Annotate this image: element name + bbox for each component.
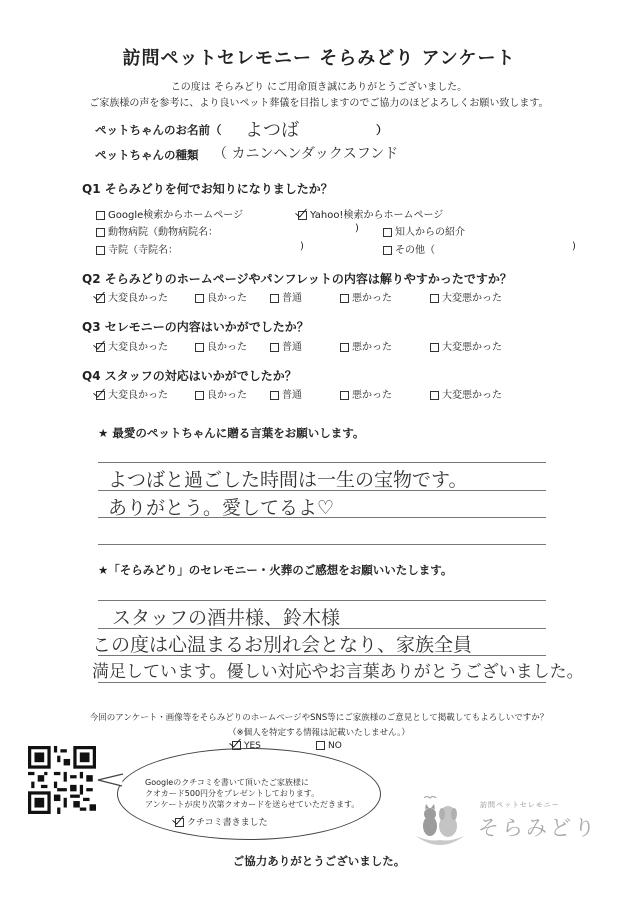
checkbox[interactable] (96, 211, 105, 220)
q4-title: Q4 スタッフの対応はいかがでしたか？ (82, 369, 297, 383)
q4-option-very-good[interactable]: 大変良かった (96, 386, 168, 401)
bubble-review-check[interactable]: クチコミ書きました (175, 815, 268, 828)
checkbox-checked[interactable] (96, 391, 105, 400)
checkbox-checked[interactable] (96, 294, 105, 303)
q1-option-google[interactable]: Google検索からホームページ (96, 206, 243, 221)
bubble-line-1: Googleのクチコミを書いて頂いたご家族様に (145, 778, 309, 787)
message-rule-1 (98, 462, 546, 463)
q2-option-normal[interactable]: 普通 (270, 289, 302, 304)
q2-title: Q2 そらみどりのホームページやパンフレットの内容は解りやすかったですか？ (82, 272, 512, 286)
checkbox[interactable] (316, 741, 325, 750)
checkbox[interactable] (96, 246, 105, 255)
bubble-line-2: クオカード500円分をプレゼントしております。 (145, 789, 320, 798)
q1-temple-close: ) (300, 241, 304, 252)
consent-yes[interactable]: YES (232, 741, 261, 751)
q1-option-yahoo[interactable]: Yahoo!検索からホームページ (298, 206, 443, 221)
pet-name-value[interactable]: よつば (245, 120, 299, 141)
checkbox[interactable] (195, 343, 204, 352)
impression-title: ★「そらみどり」のセレモニー・火葬のご感想をお願いいたします。 (98, 563, 453, 577)
checkbox-checked[interactable] (96, 343, 105, 352)
q1-vet-close: ) (355, 223, 359, 234)
checkbox[interactable] (383, 228, 392, 237)
q2-option-bad[interactable]: 悪かった (340, 289, 392, 304)
checkbox[interactable] (270, 294, 279, 303)
q3-option-very-good[interactable]: 大変良かった (96, 338, 168, 353)
logo-subtitle: 訪問ペットセレモニー (480, 801, 560, 809)
checkbox[interactable] (430, 391, 439, 400)
intro-line-2: ご家族様の声を参考に、より良いペット葬儀を目指しますのでご協力のほどよろしくお願い致します。 (89, 98, 549, 109)
message-line-1[interactable]: よつばと過ごした時間は一生の宝物です。 (108, 469, 468, 491)
consent-question: 今回のアンケート・画像等をそらみどりのホームページやSNS等にご家族様のご意見として掲載してもよろしいですか？ (89, 713, 549, 723)
checkbox-checked[interactable] (298, 211, 307, 220)
intro-line-1: この度は そらみどり にご用命頂き誠にありがとうございました。 (170, 82, 468, 93)
pet-name-close: ） (376, 123, 388, 137)
consent-note: （※個人を特定する情報は記載いたしません。） (228, 728, 410, 738)
checkbox[interactable] (270, 391, 279, 400)
logo-name: そらみどり (478, 816, 598, 840)
impression-line-3[interactable]: 満足しています。優しい対応やお言葉ありがとうございました。 (92, 662, 584, 682)
impression-rule-4 (98, 682, 546, 683)
bubble-tail-icon (96, 770, 124, 790)
q3-title: Q3 セレモニーの内容はいかがでしたか？ (82, 320, 309, 334)
q3-option-very-bad[interactable]: 大変悪かった (430, 338, 502, 353)
logo (410, 790, 610, 854)
impression-rule-1 (98, 600, 546, 601)
q4-option-good[interactable]: 良かった (195, 386, 247, 401)
pet-name-label: ペットちゃんのお名前（ (95, 123, 222, 137)
message-line-2[interactable]: ありがとう。愛してるよ♡ (108, 497, 335, 519)
message-title: ★ 最愛のペットちゃんに贈る言葉をお願いします。 (98, 426, 365, 440)
checkbox[interactable] (340, 343, 349, 352)
q1-option-temple[interactable]: 寺院（寺院名： (96, 241, 178, 256)
q4-option-very-bad[interactable]: 大変悪かった (430, 386, 502, 401)
pet-type-label: ペットちゃんの種類 (95, 148, 199, 162)
q3-option-good[interactable]: 良かった (195, 338, 247, 353)
impression-line-1[interactable]: スタッフの酒井様、鈴木様 (112, 607, 341, 629)
q1-other-close: ) (572, 241, 576, 252)
consent-no[interactable]: NO (316, 741, 342, 751)
checkbox[interactable] (340, 294, 349, 303)
checkbox[interactable] (195, 391, 204, 400)
checkbox[interactable] (195, 294, 204, 303)
pet-lotus-logo-icon (410, 792, 470, 852)
footer-thanks: ご協力ありがとうございました。 (232, 854, 406, 868)
message-rule-4 (98, 544, 546, 545)
pet-type-value[interactable]: （ カニンヘンダックスフンド (213, 146, 399, 162)
q2-option-very-good[interactable]: 大変良かった (96, 289, 168, 304)
q4-option-bad[interactable]: 悪かった (340, 386, 392, 401)
q1-option-friend[interactable]: 知人からの紹介 (383, 223, 465, 238)
q4-option-normal[interactable]: 普通 (270, 386, 302, 401)
q1-option-vet[interactable]: 動物病院（動物病院名： (96, 223, 218, 238)
page-title: 訪問ペットセレモニー そらみどり アンケート (122, 48, 516, 69)
checkbox-checked[interactable] (175, 818, 184, 827)
q2-option-good[interactable]: 良かった (195, 289, 247, 304)
checkbox[interactable] (96, 228, 105, 237)
checkbox[interactable] (340, 391, 349, 400)
checkbox[interactable] (270, 343, 279, 352)
qr-code-icon[interactable] (28, 746, 96, 814)
checkbox[interactable] (430, 343, 439, 352)
checkbox[interactable] (430, 294, 439, 303)
q3-option-normal[interactable]: 普通 (270, 338, 302, 353)
q2-option-very-bad[interactable]: 大変悪かった (430, 289, 502, 304)
bubble-line-3: アンケートが戻り次第クオカードを送らせていただきます。 (145, 800, 360, 809)
q1-title: Q1 そらみどりを何でお知りになりましたか？ (82, 182, 333, 196)
impression-line-2[interactable]: この度は心温まるお別れ会となり、家族全員 (92, 634, 473, 656)
q1-option-other[interactable]: その他（ (383, 241, 435, 256)
q3-option-bad[interactable]: 悪かった (340, 338, 392, 353)
checkbox[interactable] (383, 246, 392, 255)
